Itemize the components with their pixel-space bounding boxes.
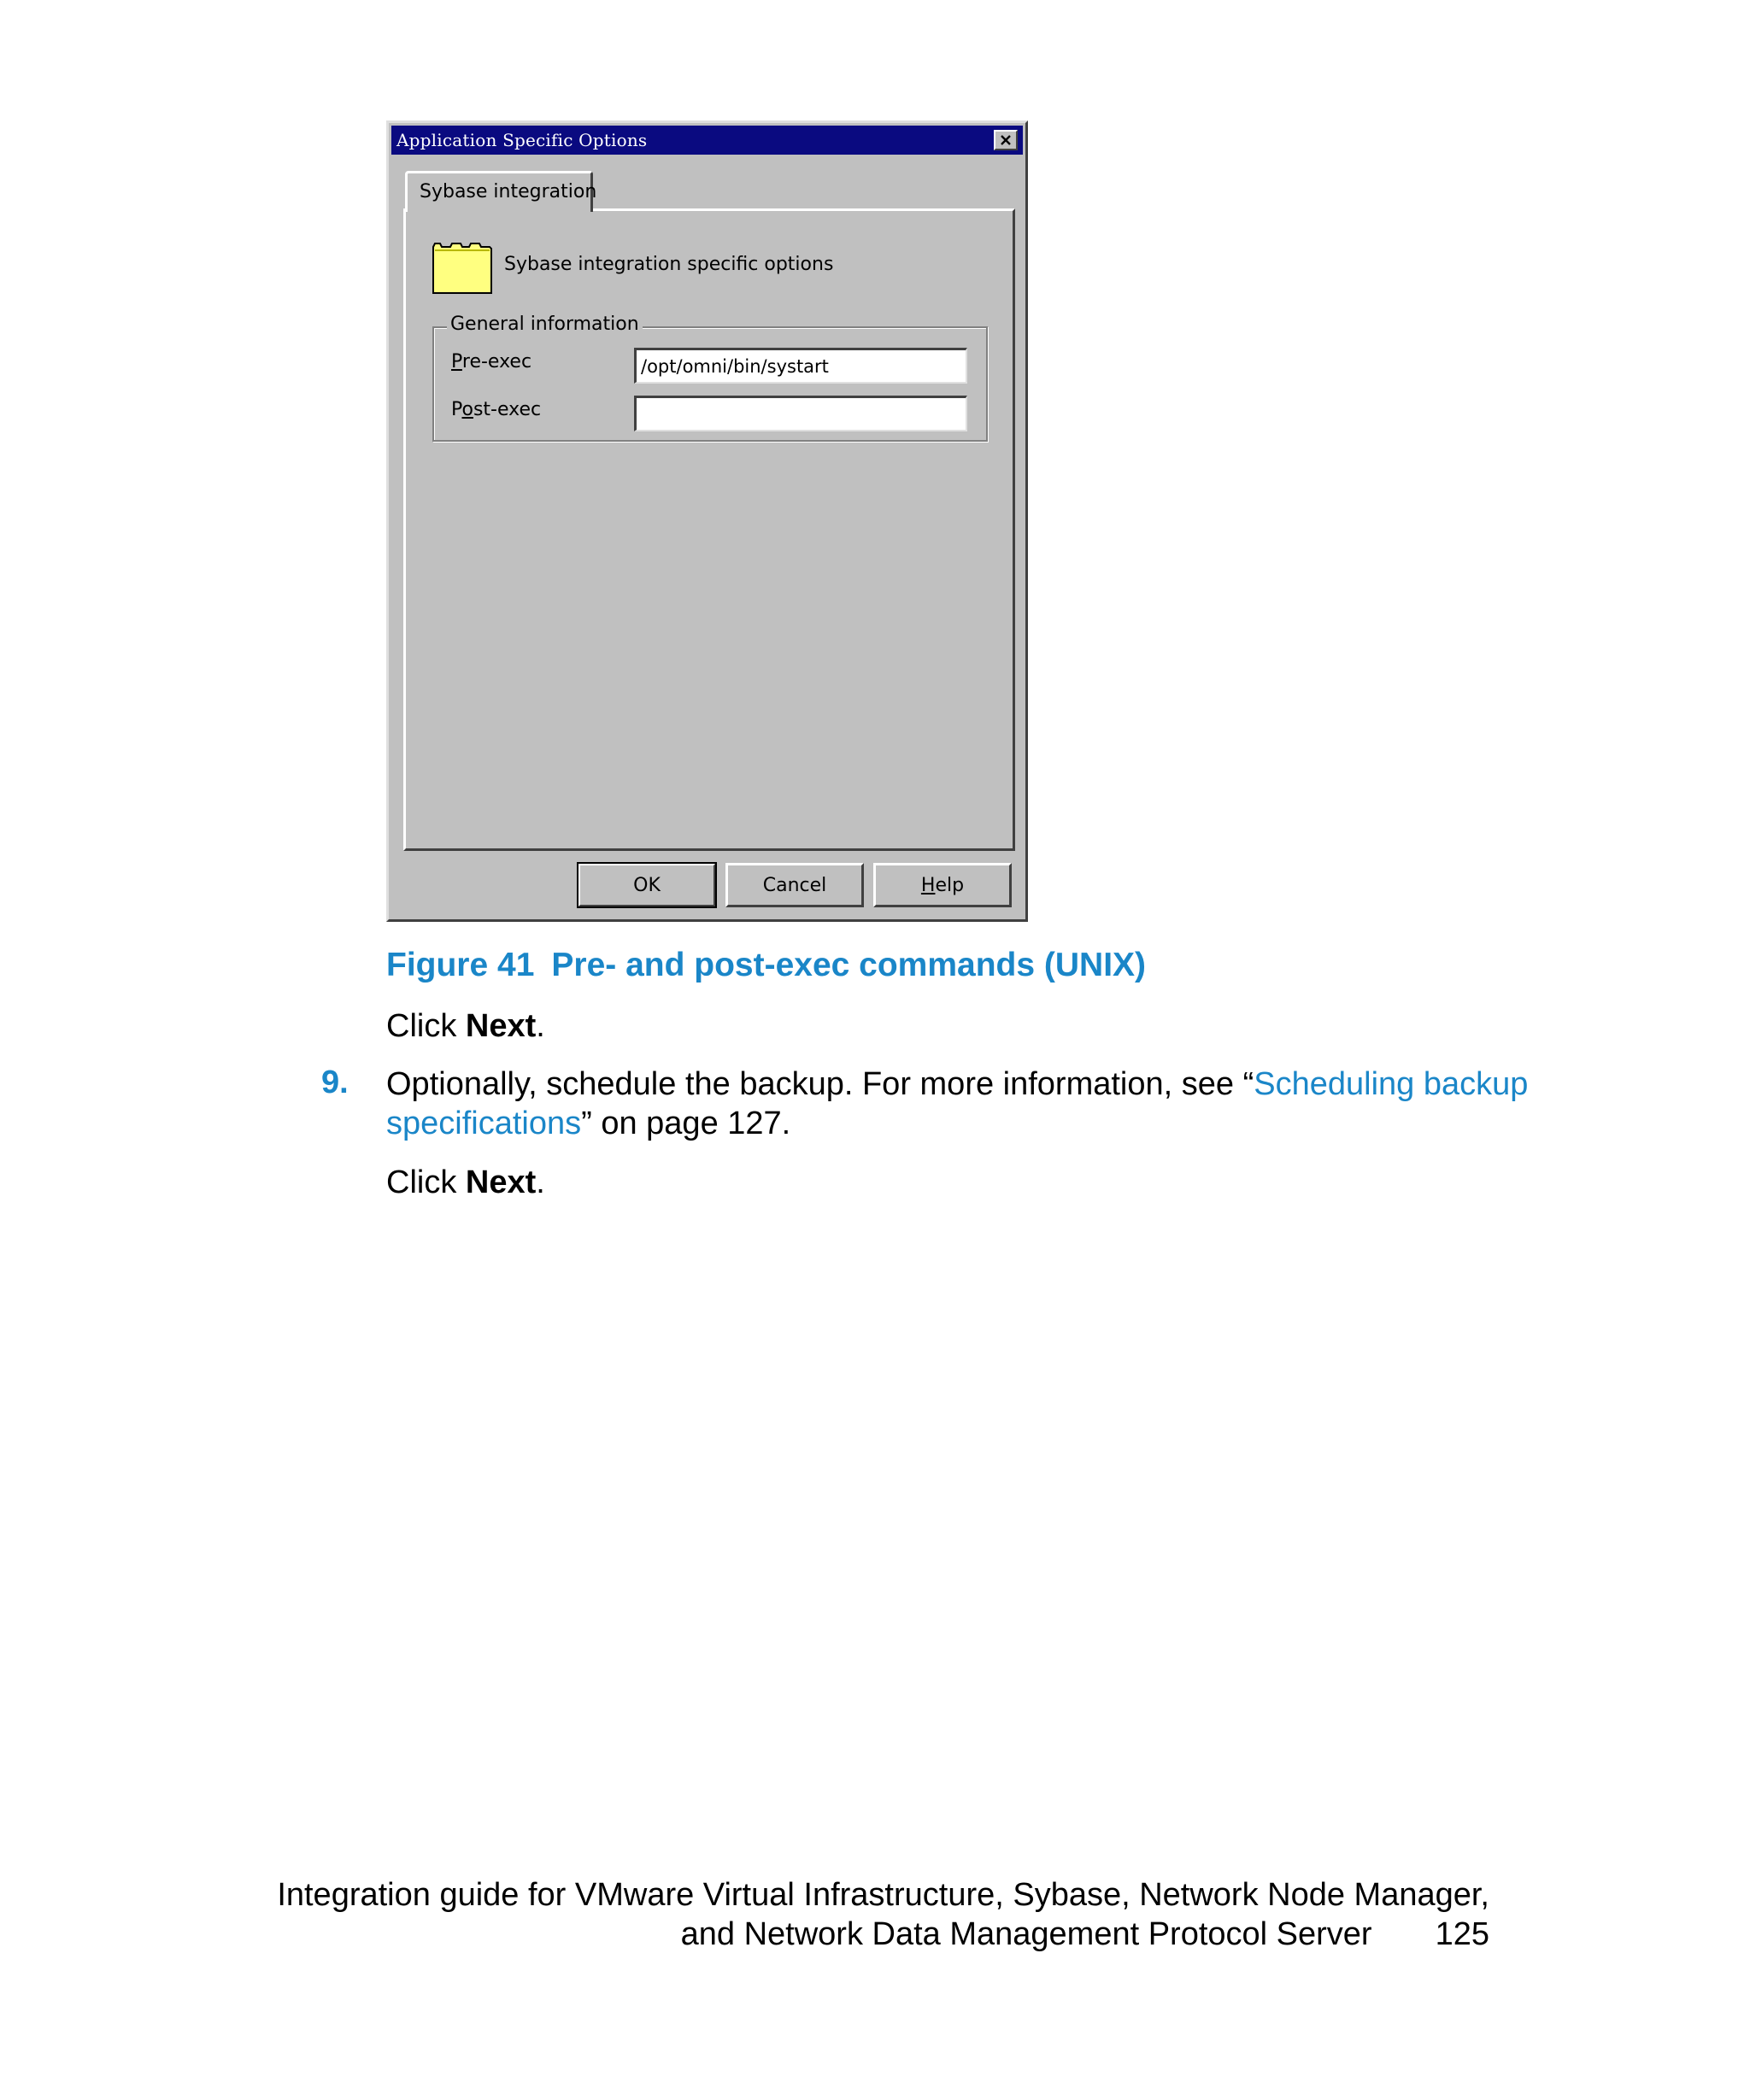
- pre-exec-input[interactable]: [634, 348, 967, 384]
- ok-button-label: OK: [633, 874, 661, 896]
- scheduling-link-part-2[interactable]: specifications: [386, 1106, 582, 1141]
- figure-number: Figure 41: [386, 947, 535, 983]
- page-footer: [277, 1875, 1489, 1954]
- tab-panel: [403, 208, 1015, 851]
- ok-button[interactable]: [578, 863, 716, 907]
- page-number: 125: [1435, 1916, 1489, 1952]
- post-exec-label: [451, 399, 541, 420]
- general-information-group: [432, 314, 988, 442]
- dialog-title: Application Specific Options: [396, 130, 648, 150]
- click-next-paragraph-2: [386, 1163, 545, 1202]
- post-exec-mnemonic: o: [461, 399, 473, 420]
- next-bold: Next: [465, 1008, 537, 1044]
- group-title: General information: [447, 314, 643, 335]
- application-specific-options-dialog: [386, 120, 1028, 922]
- cancel-button-label: Cancel: [762, 874, 827, 896]
- pre-exec-label: [451, 351, 531, 372]
- pre-exec-mnemonic: P: [451, 351, 462, 372]
- dialog-title-bar[interactable]: [391, 126, 1023, 155]
- footer-line-2: [277, 1915, 1489, 1954]
- panel-heading: Sybase integration specific options: [504, 254, 834, 275]
- step-9-page-ref: ” on page 127.: [581, 1106, 791, 1141]
- period: .: [536, 1008, 545, 1044]
- step-9-text: Optionally, schedule the backup. For more information, see “: [386, 1066, 1254, 1102]
- post-exec-input[interactable]: [634, 396, 967, 431]
- close-icon: [1000, 135, 1012, 145]
- period: .: [536, 1164, 545, 1200]
- folder-icon: [432, 242, 493, 295]
- help-button-label: [921, 875, 964, 896]
- click-text: Click: [386, 1164, 466, 1200]
- cancel-button[interactable]: [725, 863, 864, 907]
- step-number-9: 9.: [321, 1065, 349, 1100]
- footer-line-1: Integration guide for VMware Virtual Infrastructure, Sybase, Network Node Manager,: [277, 1877, 1489, 1913]
- step-9-line-1: [386, 1065, 1528, 1104]
- next-bold: Next: [465, 1164, 537, 1200]
- figure-caption-text: Pre- and post-exec commands (UNIX): [551, 947, 1147, 983]
- close-button[interactable]: [994, 130, 1018, 150]
- pre-exec-label-rest: re-exec: [461, 351, 532, 372]
- help-label-rest: elp: [935, 874, 965, 896]
- tab-sybase-integration[interactable]: [405, 171, 597, 212]
- post-exec-label-before: P: [451, 399, 462, 420]
- post-exec-label-after: st-exec: [473, 399, 542, 420]
- footer-title-cont: and Network Data Management Protocol Server: [680, 1916, 1372, 1952]
- figure-caption: [386, 947, 1146, 984]
- help-button[interactable]: [873, 863, 1012, 907]
- scheduling-link-part-1[interactable]: Scheduling backup: [1254, 1066, 1529, 1102]
- help-mnemonic: H: [920, 874, 936, 896]
- click-text: Click: [386, 1008, 466, 1044]
- tab-label: Sybase integration: [420, 181, 597, 202]
- step-9-line-2: [386, 1104, 790, 1143]
- click-next-paragraph-1: [386, 1006, 545, 1046]
